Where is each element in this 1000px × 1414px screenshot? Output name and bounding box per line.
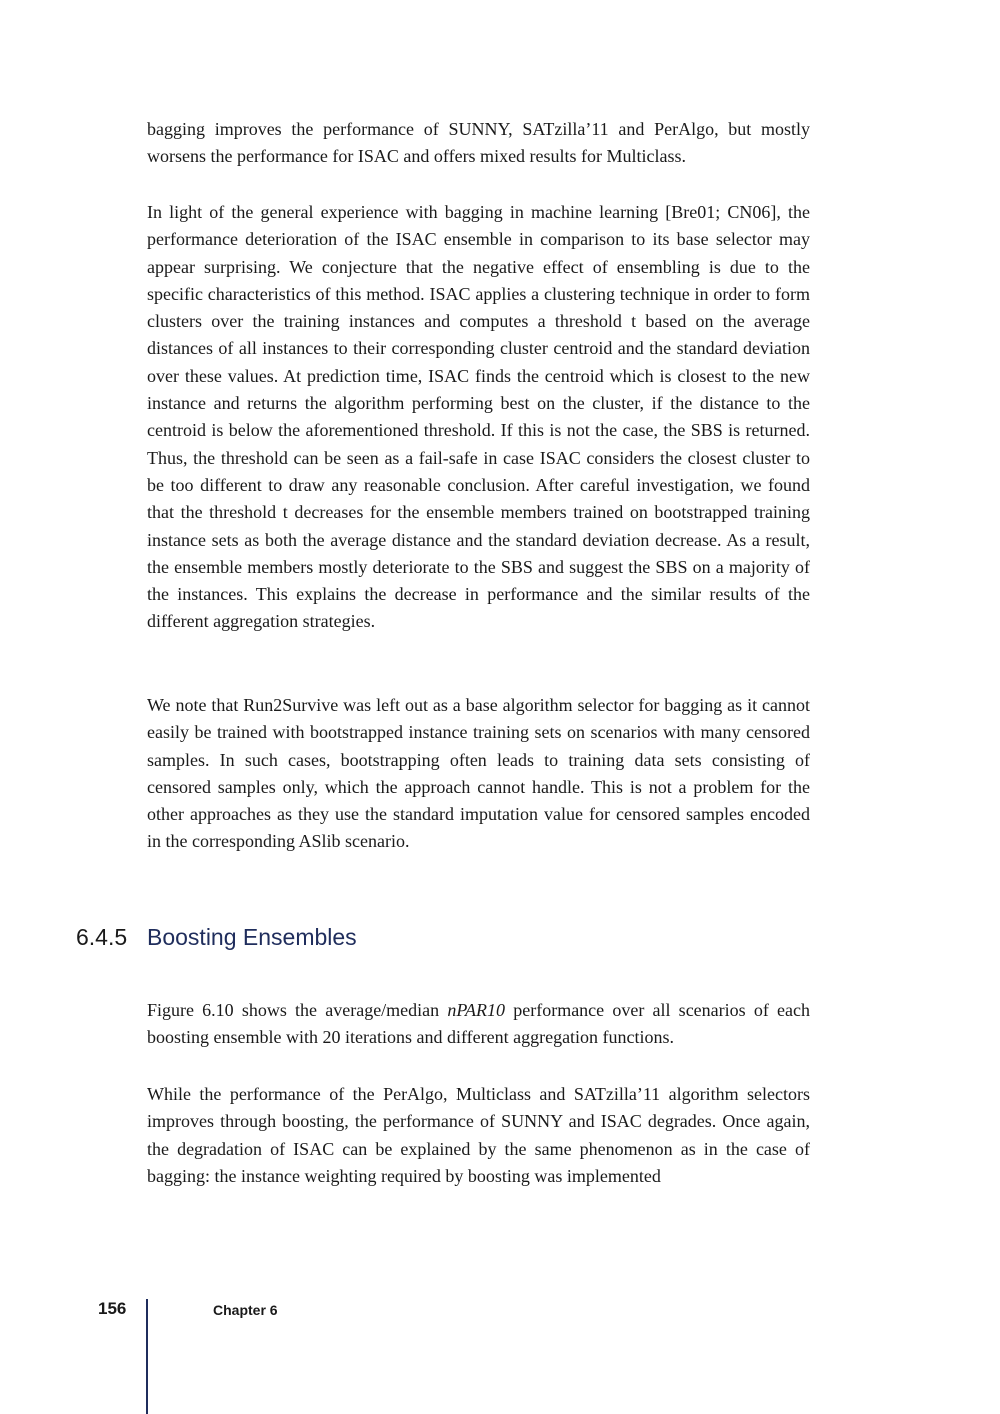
paragraph-boosting-results: While the performance of the PerAlgo, Multiclass and SATzilla’11 algorithm selectors improves through boosting, the performance of SUNNY and ISAC degrades. Once again, the degradation of ISAC can be explained by the same phenomenon as in the case of bagging: the instance weighting required by boosting was implemented	[147, 1084, 810, 1186]
metric-name: nPAR10	[447, 1000, 506, 1020]
paragraph-isac-analysis: In light of the general experience with bagging in machine learning [Bre01; CN06], the performance deterioration of the ISAC ensemble in comparison to its base selector may appear surprising. We conjecture that the negative effect of ensembling is due to the specific characteristics of this method. ISAC applies a clustering technique in order to form clusters over the training instances and computes a threshold t based on the average distances of all instances to their corresponding cluster centroid and the standard deviation over these values. At prediction time, ISAC finds the centroid which is closest to the new instance and returns the algorithm performing best on the cluster, if the distance to the centroid is below the aforementioned threshold. If this is not the case, the SBS is returned. Thus, the threshold can be seen as a fail-safe in case ISAC considers the closest cluster to be too different to draw any reasonable conclusion. After careful investigation, we found that the threshold t decreases for the ensemble members trained on bootstrapped training instance sets as both the average distance and the standard deviation decrease. As a result, the ensemble members mostly deteriorate to the SBS and suggest the SBS on a majority of the instances. This explains the decrease in performance and the similar results of the different aggregation strategies.	[147, 202, 810, 632]
paragraph-run2survive-note: We note that Run2Survive was left out as a base algorithm selector for bagging as it cannot easily be trained with bootstrapped instance training sets on scenarios with many censored samples. In such cases, bootstrapping often leads to training data sets consisting of censored samples only, which the approach cannot handle. This is not a problem for the other approaches as they use the standard imputation value for censored samples encoded in the corresponding ASlib scenario.	[147, 695, 810, 852]
chapter-label: Chapter 6	[213, 1302, 278, 1318]
figure-reference-text: Figure 6.10 shows the average/median	[147, 1000, 448, 1020]
page-number: 156	[98, 1299, 127, 1318]
footer-rule	[146, 1299, 148, 1414]
section-number: 6.4.5	[76, 924, 128, 950]
paragraph-figure-reference	[147, 997, 810, 1052]
paragraph-continuation: bagging improves the performance of SUNNY, SATzilla’11 and PerAlgo, but mostly worsens the performance for ISAC and offers mixed results for Multiclass.	[147, 119, 810, 167]
body-text	[147, 199, 810, 636]
section-heading	[76, 924, 357, 951]
section-title: Boosting Ensembles	[147, 924, 357, 950]
figure-reference-text-end: performance over all scenarios of each boosting ensemble with 20 iterations and different aggregation functions.	[147, 1000, 810, 1048]
section-text	[147, 1081, 810, 1190]
body-text	[147, 116, 810, 171]
section-text	[147, 997, 810, 1052]
body-text	[147, 692, 810, 856]
